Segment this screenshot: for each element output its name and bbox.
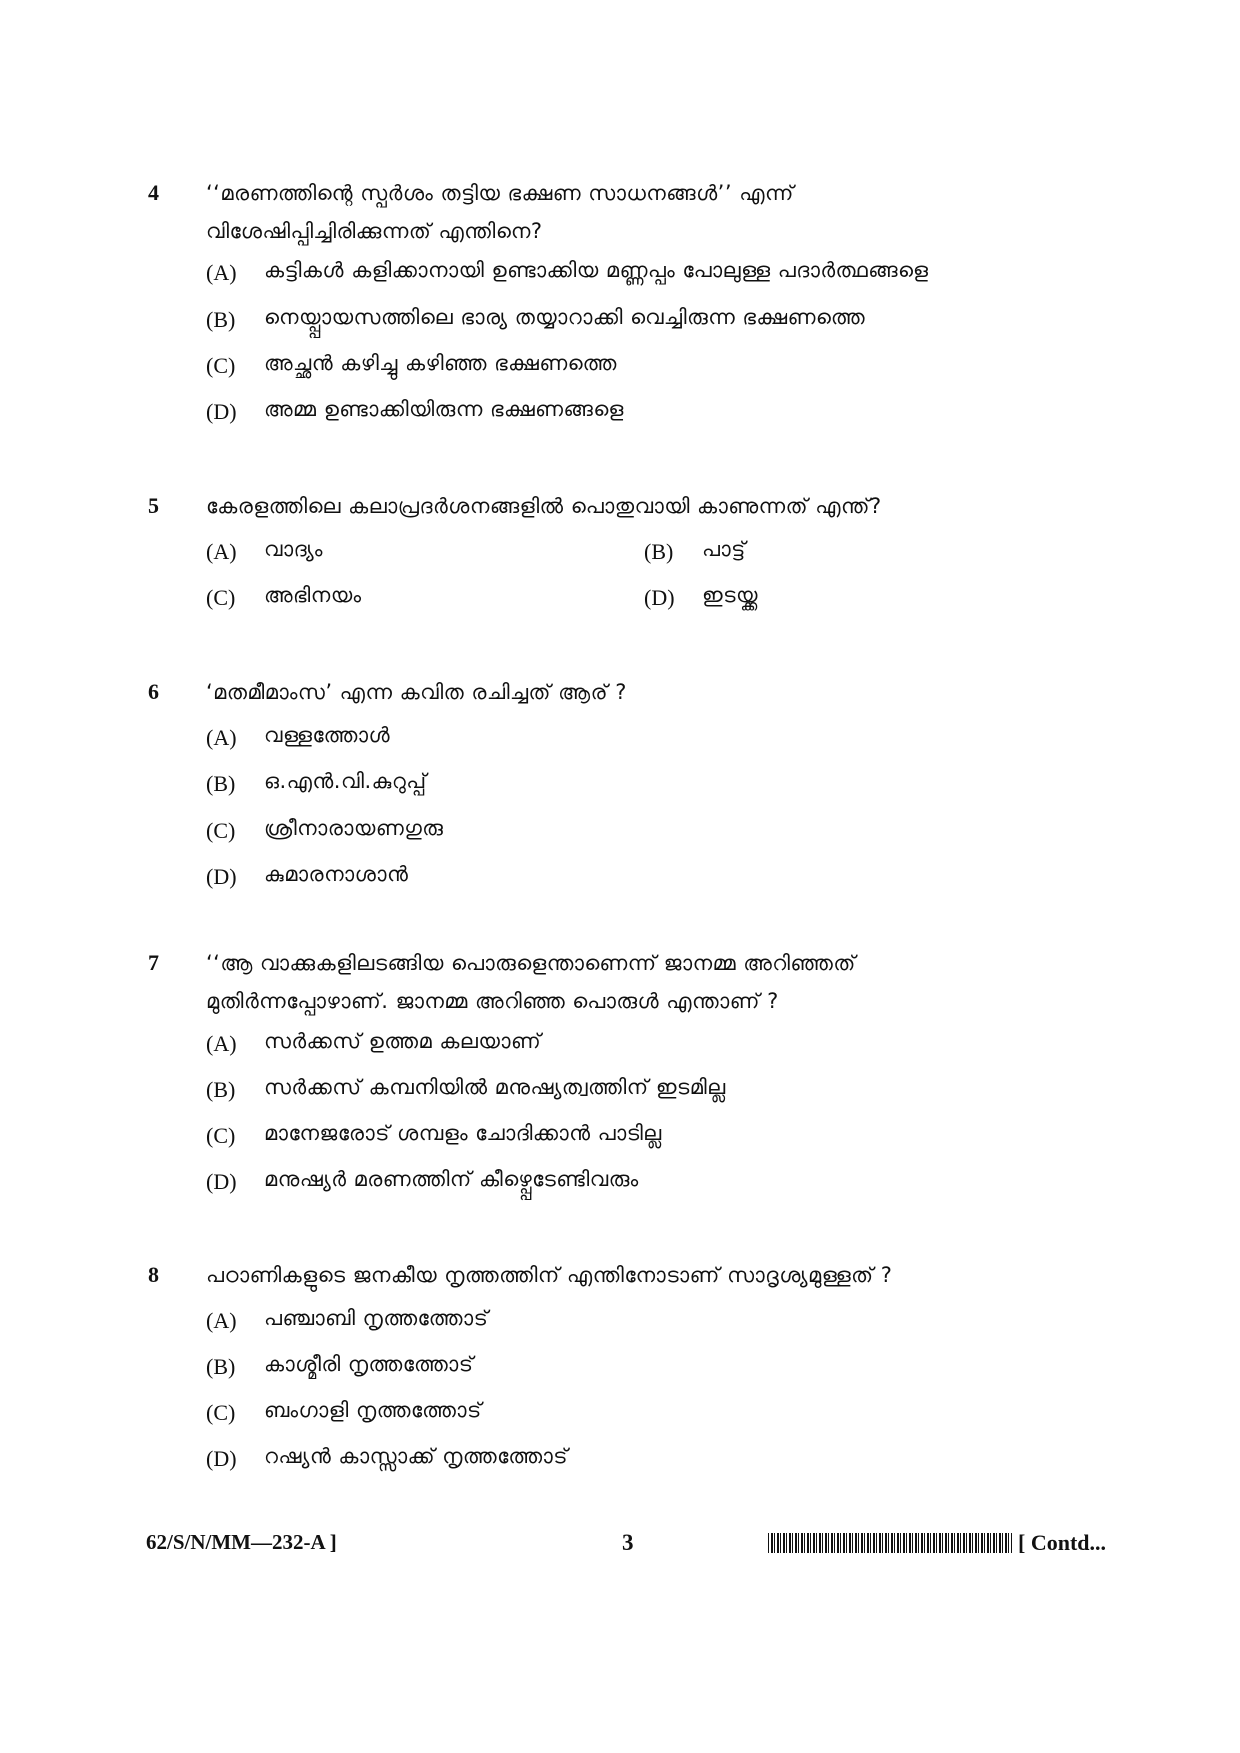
question-number: 8: [148, 1262, 159, 1287]
barcode-image: [768, 1533, 1012, 1553]
question-number: 6: [148, 679, 159, 704]
question-number: 4: [148, 180, 159, 205]
continued-label: [ Contd...: [1018, 1530, 1107, 1555]
paper-code: 62/S/N/MM—232-A ]: [146, 1530, 337, 1554]
exam-page: 4 ‘‘മരണത്തിന്റെ സ്പർശം തട്ടിയ ഭക്ഷണ സാധനങ്ങൾ’’ എന്ന് വിശേഷിപ്പിച്ചിരിക്കുന്നത് എന്തിനെ? (A) കട്ടികൾ കളിക്കാനായി ഉണ്ടാക്കിയ മണ്ണപ്പം പോലുള്ള പദാർത്ഥങ്ങളെ (B) നെയ്പ്പായസത്തിലെ ഭാര്യ തയ്യാറാക്കി വെച്ചിരുന്ന ഭക്ഷണത്തെ (C) അച്ഛൻ കഴിച്ചു കഴിഞ്ഞ ഭക്ഷണത്തെ (D) അമ്മ ഉണ്ടാക്കിയിരുന്ന ഭക്ഷണങ്ങളെ 5 കേരളത്തിലെ കലാപ്രദർശനങ്ങളിൽ പൊതുവായി കാണുന്നത് എന്ത്? (A) വാദ്യം (B) പാട്ട് (C) അഭിനയം (D) ഇടയ്ക്ക 6 ‘മതമീമാംസ’ എന്ന കവിത രചിച്ചത് ആര് ? (A) വള്ളത്തോൾ (B) ഒ.എൻ.വി.കുറുപ്പ് (C) ശ്രീനാരായണഗുരു (D) കുമാരനാശാൻ 7 ‘‘ആ വാക്കുകളിലടങ്ങിയ പൊരുളെന്താണെന്ന് ജാനമ്മ അറിഞ്ഞത് മുതിർന്നപ്പോഴാണ്. ജാനമ്മ അറിഞ്ഞ പൊരുൾ എന്താണ് ? (A) സർക്കസ് ഉത്തമ കലയാണ് (B) സർക്കസ് കമ്പനിയിൽ മനുഷ്യത്വത്തിന് ഇടമില്ല (C) മാനേജരോട് ശമ്പളം ചോദിക്കാൻ പാടില്ല (D) മനുഷ്യർ മരണത്തിന് കീഴ്പ്പെടേണ്ടിവരും 8 പഠാണികളുടെ ജനകീയ നൃത്തത്തിന് എന്തിനോടാണ് സാദൃശ്യമുള്ളത് ? (A) പഞ്ചാബി നൃത്തത്തോട് (B) കാശ്മീരി നൃത്തത്തോട് (C) ബംഗാളി നൃത്തത്തോട് (D) റഷ്യൻ കാസ്സാക്ക് നൃത്തത്തോട് 62/S/N/MM—232-A ] 3 [ Contd...: [0, 0, 1240, 1753]
question-text: ‘‘ആ വാക്കുകളിലടങ്ങിയ പൊരുളെന്താണെന്ന് ജാനമ്മ അറിഞ്ഞത് മുതിർന്നപ്പോഴാണ്. ജാനമ്മ അറിഞ്ഞ പൊരുൾ എന്താണ് ?: [206, 951, 856, 1013]
question-number: 7: [148, 950, 159, 975]
question-text: ‘മതമീമാംസ’ എന്ന കവിത രചിച്ചത് ആര് ?: [206, 680, 627, 704]
question-text: പഠാണികളുടെ ജനകീയ നൃത്തത്തിന് എന്തിനോടാണ് സാദൃശ്യമുള്ളത് ?: [206, 1263, 893, 1287]
question-text: ‘‘മരണത്തിന്റെ സ്പർശം തട്ടിയ ഭക്ഷണ സാധനങ്ങൾ’’ എന്ന് വിശേഷിപ്പിച്ചിരിക്കുന്നത് എന്തിനെ?: [206, 181, 794, 243]
page-footer: [0, 1530, 1240, 1570]
page-number: 3: [622, 1530, 634, 1555]
question-number: 5: [148, 493, 159, 518]
question-text: കേരളത്തിലെ കലാപ്രദർശനങ്ങളിൽ പൊതുവായി കാണുന്നത് എന്ത്?: [206, 494, 882, 518]
